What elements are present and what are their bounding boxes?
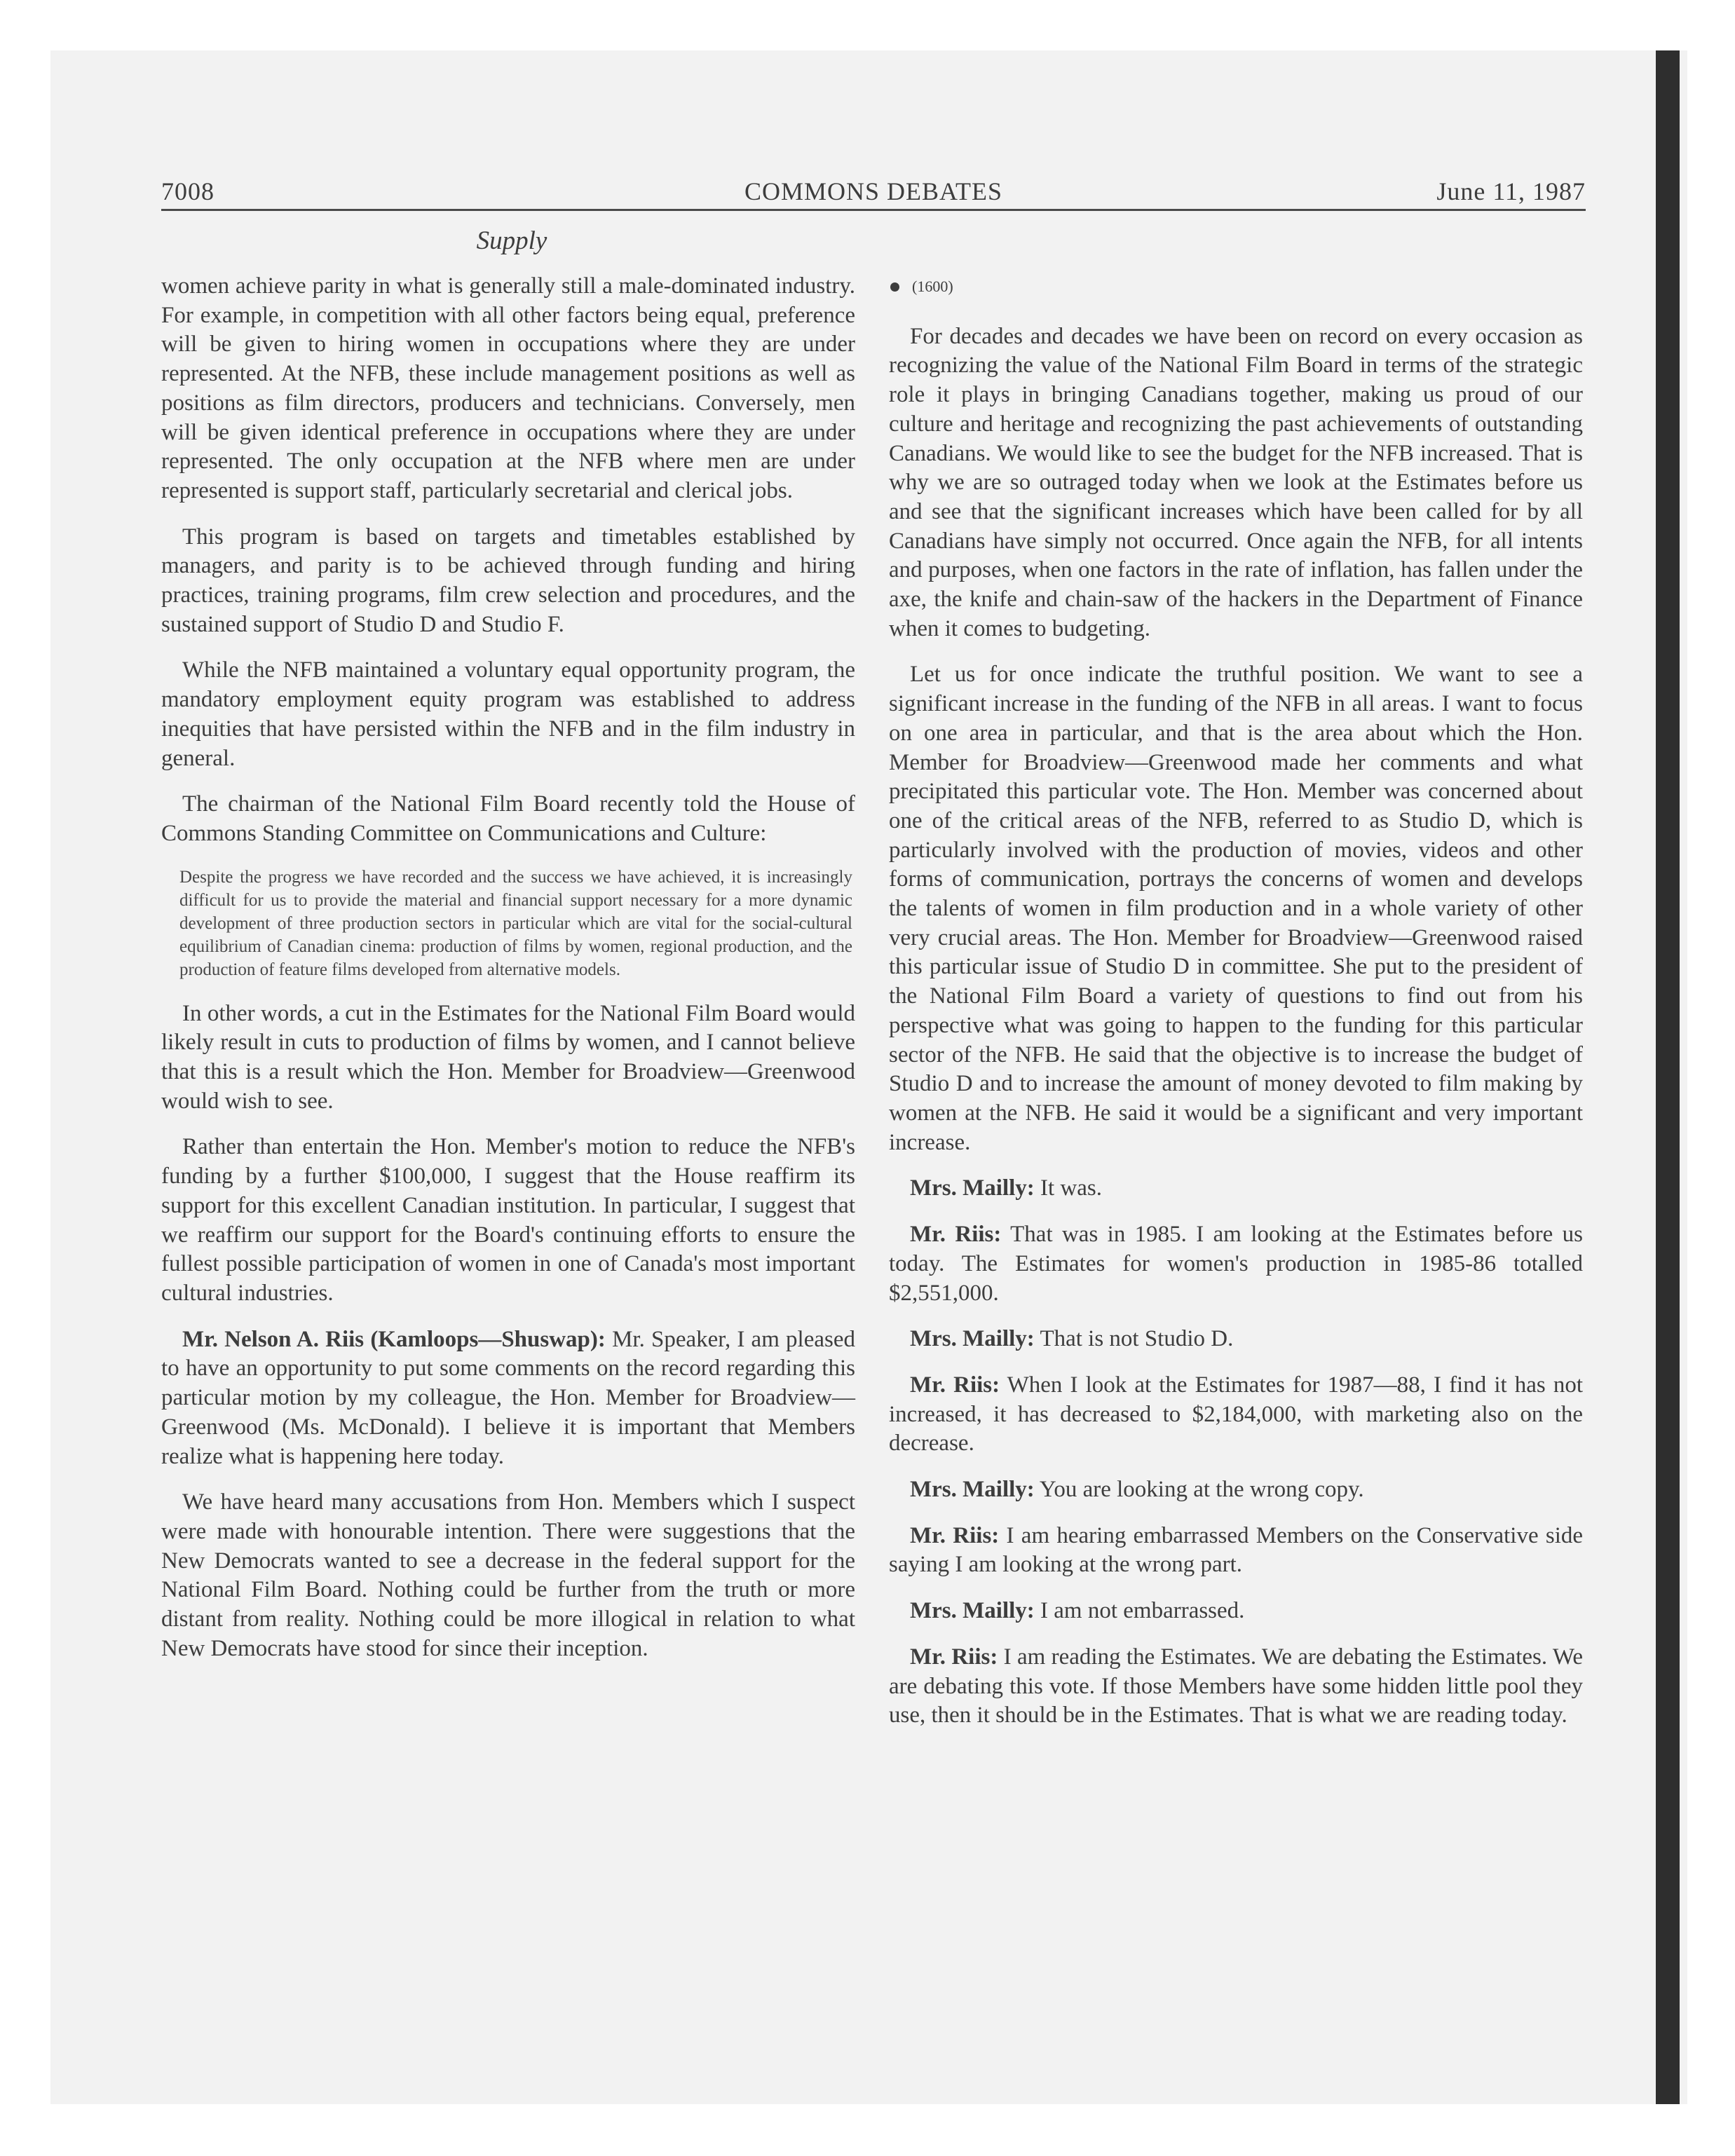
paragraph: While the NFB maintained a voluntary equal opportunity program, the mandatory employment equity program was established to address inequities that have persisted within the NFB and in the film industry in general. xyxy=(161,657,855,771)
paragraph: women achieve parity in what is generally still a male-dominated industry. For example, in competition with all other factors being equal, preference will be given to hiring women in occupations where they are under represented. At the NFB, these include management positions as well as positions as film directors, producers and technicians. Conversely, men will be given identical preference in occupations where they are under represented. The only occupation at the NFB where men are under represented is support staff, particularly secretarial and clerical jobs. xyxy=(161,273,855,503)
paragraph: Rather than entertain the Hon. Member's motion to reduce the NFB's funding by a further $100,000, I suggest that the House reaffirm its support for this excellent Canadian institution. In particular, I suggest that we reaffirm our support for the Board's continuing efforts to ensure the fullest possible participation of women in one of Canada's most important cultural industries. xyxy=(161,1134,855,1306)
speech-text: You are looking at the wrong copy. xyxy=(1039,1477,1364,1503)
speaker-name: Mrs. Mailly: xyxy=(910,1326,1035,1352)
block-quote: Despite the progress we have recorded and the success we have achieved, it is increasingly difficult for us to provide the material and financial support necessary for a more dynamic development of three production sectors in particular which are vital for the social-cultural equilibrium of Canadian cinema: production of films by women, regional production, and the production of feature films developed from alternative models. xyxy=(179,867,852,979)
paragraph: This program is based on targets and timetables established by managers, and parity is to be achieved through funding and hiring practices, training programs, film crew selection and procedures, and the sustained support of Studio D and Studio F. xyxy=(161,524,855,637)
speech-text: I am not embarrassed. xyxy=(1040,1598,1245,1624)
exchange-paragraph xyxy=(889,1371,1583,1459)
right-column xyxy=(889,272,1583,1747)
bullet-icon xyxy=(890,282,899,292)
left-column xyxy=(161,272,855,1680)
time-marker-text: (1600) xyxy=(912,278,953,295)
exchange-paragraph xyxy=(889,1643,1583,1731)
speaker-name: Mr. Riis: xyxy=(910,1222,1002,1248)
exchange-paragraph xyxy=(889,1325,1583,1354)
exchange-paragraph xyxy=(889,1174,1583,1203)
section-title: Supply xyxy=(476,226,547,255)
speech-paragraph xyxy=(161,1325,855,1472)
speech-text: I am hearing embarrassed Members on the Conservative side saying I am looking at the wrong part. xyxy=(889,1522,1584,1578)
speaker-name: Mr. Riis: xyxy=(910,1644,998,1670)
exchange-paragraph xyxy=(889,1522,1583,1580)
header-rule xyxy=(161,209,1586,211)
scan-edge-shadow xyxy=(1656,50,1680,2104)
speech-text: When I look at the Estimates for 1987—88, I find it has not increased, it has decreased to $2,184,000, with marketing also on the decrease. xyxy=(889,1372,1583,1456)
speaker-name: Mr. Nelson A. Riis (Kamloops—Shuswap): xyxy=(182,1326,606,1352)
speech-text: It was. xyxy=(1040,1175,1103,1201)
paragraph: Let us for once indicate the truthful position. We want to see a significant increase in the funding of the NFB in all areas. I want to focus on one area in particular, and that is the area about which the Hon. Member for Broadview—Greenwood made her comments and what precipitated this particular vote. The Hon. Member was concerned about one of the critical areas of the NFB, referred to as Studio D, which is particularly involved with the production of movies, videos and other forms of communication, portrays the concerns of women and develops the talents of women in film production and in a whole variety of other very crucial areas. The Hon. Member for Broadview—Greenwood raised this particular issue of Studio D in committee. She put to the president of the National Film Board a variety of questions to find out from his perspective what was going to happen to the funding for this particular sector of the NFB. He said that the objective is to increase the budget of Studio D and to increase the amount of money devoted to film making by women at the NFB. He said it would be a significant and very important increase. xyxy=(889,662,1583,1155)
publication-date: June 11, 1987 xyxy=(1436,177,1586,205)
speaker-name: Mrs. Mailly: xyxy=(910,1598,1035,1624)
publication-title: COMMONS DEBATES xyxy=(744,177,1003,205)
page-number: 7008 xyxy=(161,177,215,205)
paragraph: In other words, a cut in the Estimates for the National Film Board would likely result in cuts to production of films by women, and I cannot believe that this is a result which the Hon. Member for Broadview—Greenwood would wish to see. xyxy=(161,1000,855,1114)
speaker-name: Mrs. Mailly: xyxy=(910,1477,1035,1503)
exchange-paragraph xyxy=(889,1220,1583,1308)
speech-text: I am reading the Estimates. We are debating the Estimates. We are debating this vote. If those Members have some hidden little pool they use, then it should be in the Estimates. That is what we are reading today. xyxy=(889,1644,1583,1728)
paragraph: For decades and decades we have been on record on every occasion as recognizing the value of the National Film Board in terms of the strategic role it plays in bringing Canadians together, making us proud of our culture and heritage and recognizing the past achievements of outstanding Canadians. We would like to see the budget for the NFB increased. That is why we are so outraged today when we look at the Estimates before us and see that the significant increases which have been called for by all Canadians have simply not occurred. Once again the NFB, for all intents and purposes, when one factors in the rate of inflation, has fallen under the axe, the knife and chain-saw of the hackers in the Department of Finance when it comes to budgeting. xyxy=(889,323,1583,641)
exchange-paragraph xyxy=(889,1475,1583,1505)
speaker-name: Mr. Riis: xyxy=(910,1522,1000,1548)
time-marker xyxy=(889,272,1583,301)
speech-text: That was in 1985. I am looking at the Estimates before us today. The Estimates for women's production in 1985-86 totalled $2,551,000. xyxy=(889,1222,1583,1306)
speech-text: That is not Studio D. xyxy=(1040,1326,1234,1352)
speaker-name: Mrs. Mailly: xyxy=(910,1175,1035,1201)
exchange-paragraph xyxy=(889,1597,1583,1626)
paragraph: We have heard many accusations from Hon. Members which I suspect were made with honourable intention. There were suggestions that the New Democrats wanted to see a decrease in the federal support for the National Film Board. Nothing could be further from the truth or more distant from reality. Nothing could be more illogical in relation to what New Democrats have stood for since their inception. xyxy=(161,1489,855,1661)
speech-text: Mr. Speaker, I am pleased to have an opportunity to put some comments on the record regarding this particular motion by my colleague, the Hon. Member for Broadview—Greenwood (Ms. McDonald). I believe it is important that Members realize what is happening here today. xyxy=(161,1326,855,1469)
paragraph: The chairman of the National Film Board recently told the House of Commons Standing Committee on Communications and Culture: xyxy=(161,791,855,846)
speaker-name: Mr. Riis: xyxy=(910,1372,1000,1398)
